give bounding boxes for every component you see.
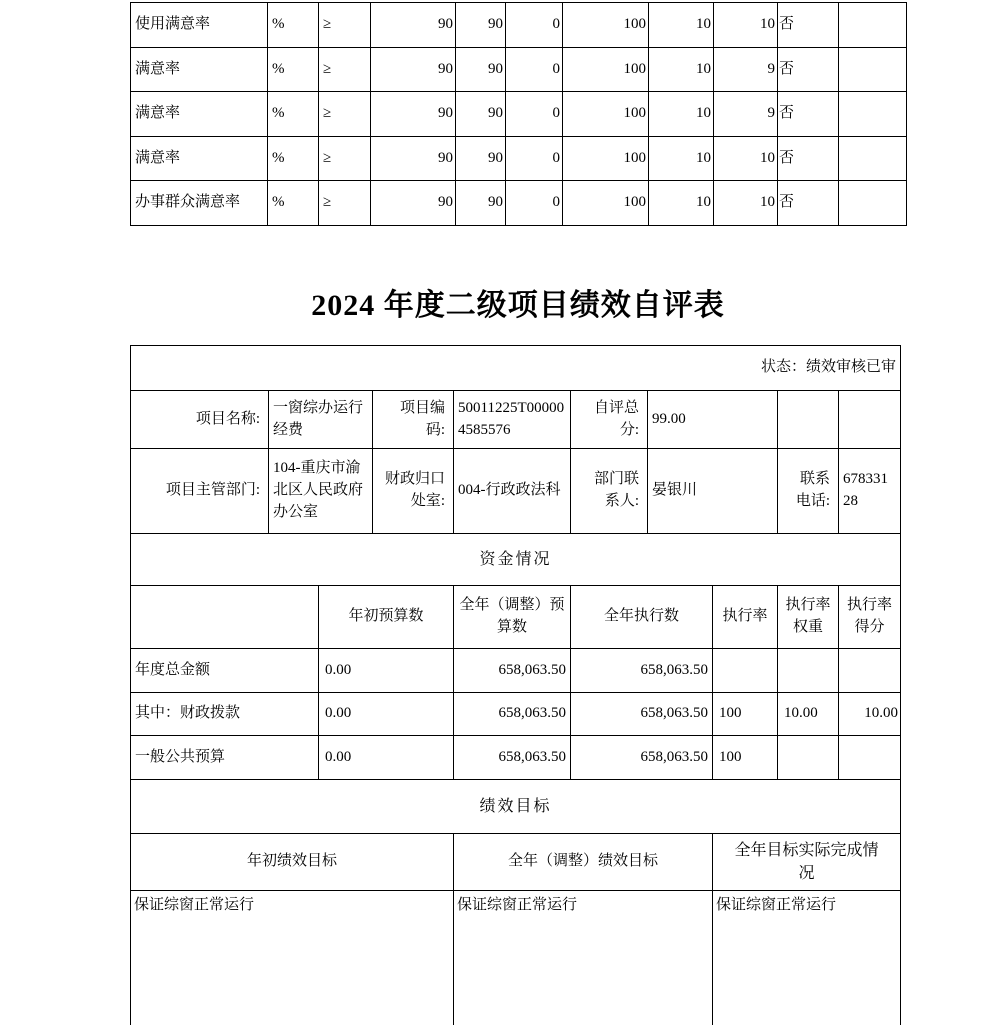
funding-section-row — [131, 534, 901, 586]
funding-header-rate-weight: 执行率权重 — [778, 586, 839, 649]
self-score-value: 99.00 — [648, 391, 778, 449]
indicator-value: 100 — [563, 3, 649, 48]
contact-label: 部门联系人: — [571, 449, 648, 534]
indicator-empty-cell — [839, 47, 907, 92]
contact-value: 晏银川 — [648, 449, 778, 534]
funding-weight-value: 10.00 — [778, 693, 839, 736]
indicator-value: 9 — [714, 92, 778, 137]
page-title: 2024 年度二级项目绩效自评表 — [311, 289, 725, 322]
department-value: 104-重庆市渝北区人民政府办公室 — [269, 449, 373, 534]
funding-header-rate-score: 执行率得分 — [839, 586, 901, 649]
self-evaluation-table — [130, 345, 901, 1025]
funding-row-label: 其中：财政拨款 — [131, 693, 319, 736]
indicator-value: 10 — [649, 92, 714, 137]
department-label: 项目主管部门: — [131, 449, 269, 534]
status-text: 状态：绩效审核已审 — [131, 346, 901, 391]
indicator-value: 90 — [456, 136, 506, 181]
indicator-flag: 否 — [778, 47, 839, 92]
indicator-unit: % — [268, 181, 319, 226]
goals-section-row — [131, 780, 901, 834]
project-info-row — [131, 391, 901, 449]
indicator-value: 100 — [563, 92, 649, 137]
indicator-row — [131, 92, 907, 137]
indicator-value: 9 — [714, 47, 778, 92]
indicator-value: 90 — [456, 47, 506, 92]
funding-executed-value: 658,063.50 — [571, 649, 713, 693]
funding-row — [131, 649, 901, 693]
indicator-operator: ≥ — [319, 92, 371, 137]
funding-row — [131, 736, 901, 780]
funding-score-value — [839, 649, 901, 693]
indicator-value: 10 — [649, 47, 714, 92]
indicator-value: 10 — [649, 136, 714, 181]
funding-score-value: 10.00 — [839, 693, 901, 736]
goals-header-row — [131, 834, 901, 891]
indicator-value: 10 — [714, 136, 778, 181]
indicator-value: 90 — [456, 92, 506, 137]
project-code-value: 50011225T000004585576 — [454, 391, 571, 449]
funding-row — [131, 693, 901, 736]
self-score-label: 自评总分: — [571, 391, 648, 449]
indicator-operator: ≥ — [319, 3, 371, 48]
indicator-value: 10 — [649, 181, 714, 226]
funding-rate-value: 100 — [713, 693, 778, 736]
indicator-operator: ≥ — [319, 136, 371, 181]
indicator-table — [130, 2, 907, 226]
indicator-value: 0 — [506, 47, 563, 92]
phone-label: 联系电话: — [778, 449, 839, 534]
funding-initial-value: 0.00 — [319, 649, 454, 693]
funding-rate-value — [713, 649, 778, 693]
indicator-flag: 否 — [778, 3, 839, 48]
funding-weight-value — [778, 649, 839, 693]
funding-header-rate: 执行率 — [713, 586, 778, 649]
indicator-row — [131, 181, 907, 226]
funding-header-executed: 全年执行数 — [571, 586, 713, 649]
indicator-operator: ≥ — [319, 47, 371, 92]
indicator-flag: 否 — [778, 136, 839, 181]
indicator-value: 100 — [563, 136, 649, 181]
funding-adjusted-value: 658,063.50 — [454, 693, 571, 736]
goals-header-actual: 全年目标实际完成情况 — [713, 834, 901, 891]
indicator-name: 使用满意率 — [131, 3, 268, 48]
department-info-row — [131, 449, 901, 534]
indicator-value: 90 — [456, 3, 506, 48]
indicator-value: 0 — [506, 136, 563, 181]
goals-header-adjusted: 全年（调整）绩效目标 — [454, 834, 713, 891]
project-code-label: 项目编码: — [373, 391, 454, 449]
indicator-value: 0 — [506, 92, 563, 137]
indicator-value: 90 — [456, 181, 506, 226]
funding-weight-value — [778, 736, 839, 780]
indicator-name: 满意率 — [131, 92, 268, 137]
indicator-value: 90 — [371, 47, 456, 92]
indicator-value: 90 — [371, 3, 456, 48]
funding-header-row — [131, 586, 901, 649]
indicator-unit: % — [268, 136, 319, 181]
indicator-empty-cell — [839, 181, 907, 226]
funding-header-empty — [131, 586, 319, 649]
status-row — [131, 346, 901, 391]
indicator-value: 90 — [371, 92, 456, 137]
empty-cell — [839, 391, 901, 449]
goal-adjusted-value: 保证综窗正常运行 — [454, 891, 713, 1025]
indicator-name: 满意率 — [131, 47, 268, 92]
funding-row-label: 年度总金额 — [131, 649, 319, 693]
indicator-unit: % — [268, 47, 319, 92]
indicator-value: 90 — [371, 181, 456, 226]
funding-initial-value: 0.00 — [319, 693, 454, 736]
indicator-empty-cell — [839, 3, 907, 48]
goal-actual-value: 保证综窗正常运行 — [713, 891, 901, 1025]
indicator-operator: ≥ — [319, 181, 371, 226]
funding-adjusted-value: 658,063.50 — [454, 736, 571, 780]
funding-executed-value: 658,063.50 — [571, 736, 713, 780]
indicator-flag: 否 — [778, 181, 839, 226]
indicator-value: 0 — [506, 3, 563, 48]
goal-initial-value: 保证综窗正常运行 — [131, 891, 454, 1025]
project-name-value: 一窗综办运行经费 — [269, 391, 373, 449]
indicator-row — [131, 47, 907, 92]
funding-executed-value: 658,063.50 — [571, 693, 713, 736]
project-name-label: 项目名称: — [131, 391, 269, 449]
indicator-value: 10 — [714, 3, 778, 48]
indicator-empty-cell — [839, 92, 907, 137]
finance-office-label: 财政归口处室: — [373, 449, 454, 534]
funding-header-initial: 年初预算数 — [319, 586, 454, 649]
finance-office-value: 004-行政政法科 — [454, 449, 571, 534]
indicator-value: 100 — [563, 47, 649, 92]
indicator-row — [131, 136, 907, 181]
funding-initial-value: 0.00 — [319, 736, 454, 780]
funding-header-adjusted: 全年（调整）预算数 — [454, 586, 571, 649]
indicator-unit: % — [268, 92, 319, 137]
indicator-flag: 否 — [778, 92, 839, 137]
indicator-unit: % — [268, 3, 319, 48]
funding-adjusted-value: 658,063.50 — [454, 649, 571, 693]
funding-row-label: 一般公共预算 — [131, 736, 319, 780]
indicator-value: 10 — [714, 181, 778, 226]
indicator-row — [131, 3, 907, 48]
goals-data-row — [131, 891, 901, 1025]
indicator-value: 90 — [371, 136, 456, 181]
funding-section-title: 资金情况 — [131, 534, 901, 586]
indicator-value: 100 — [563, 181, 649, 226]
indicator-name: 满意率 — [131, 136, 268, 181]
indicator-name: 办事群众满意率 — [131, 181, 268, 226]
goals-header-initial: 年初绩效目标 — [131, 834, 454, 891]
indicator-value: 10 — [649, 3, 714, 48]
indicator-empty-cell — [839, 136, 907, 181]
funding-score-value — [839, 736, 901, 780]
phone-value: 67833128 — [839, 449, 901, 534]
funding-rate-value: 100 — [713, 736, 778, 780]
indicator-value: 0 — [506, 181, 563, 226]
goals-section-title: 绩效目标 — [131, 780, 901, 834]
empty-cell — [778, 391, 839, 449]
